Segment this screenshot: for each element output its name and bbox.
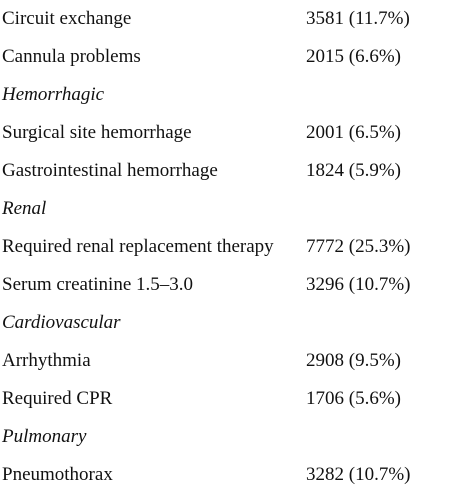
row-label: Arrhythmia xyxy=(2,350,91,371)
table-row-cannula-problems xyxy=(0,38,474,76)
row-label: Cannula problems xyxy=(2,46,141,67)
table-row-circuit-exchange xyxy=(0,0,474,38)
row-label: Surgical site hemorrhage xyxy=(2,122,192,143)
table-row-arrhythmia xyxy=(0,342,474,380)
section-label: Cardiovascular xyxy=(2,312,121,333)
section-heading-cardiovascular xyxy=(0,304,474,342)
row-value: 3282 (10.7%) xyxy=(306,464,411,485)
section-label: Pulmonary xyxy=(2,426,87,447)
table-row-surgical-site-hemorrhage xyxy=(0,114,474,152)
table-row-serum-creatinine xyxy=(0,266,474,304)
row-label: Required CPR xyxy=(2,388,113,409)
row-label: Serum creatinine 1.5–3.0 xyxy=(2,274,194,295)
section-label: Hemorrhagic xyxy=(2,84,105,105)
row-label: Circuit exchange xyxy=(2,8,132,29)
row-value: 3581 (11.7%) xyxy=(306,8,410,29)
table-row-renal-replacement-therapy xyxy=(0,228,474,266)
table-row-pneumothorax xyxy=(0,456,474,494)
row-value: 2001 (6.5%) xyxy=(306,122,401,143)
section-label: Renal xyxy=(2,198,47,219)
row-value: 7772 (25.3%) xyxy=(306,236,411,257)
table-row-gastrointestinal-hemorrhage xyxy=(0,152,474,190)
row-value: 1706 (5.6%) xyxy=(306,388,401,409)
table-row-required-cpr xyxy=(0,380,474,418)
row-value: 3296 (10.7%) xyxy=(306,274,411,295)
row-label: Pneumothorax xyxy=(2,464,113,485)
row-value: 2015 (6.6%) xyxy=(306,46,401,67)
row-value: 2908 (9.5%) xyxy=(306,350,401,371)
section-heading-renal xyxy=(0,190,474,228)
row-value: 1824 (5.9%) xyxy=(306,160,401,181)
section-heading-pulmonary xyxy=(0,418,474,456)
section-heading-hemorrhagic xyxy=(0,76,474,114)
row-label: Required renal replacement therapy xyxy=(2,236,274,257)
row-label: Gastrointestinal hemorrhage xyxy=(2,160,218,181)
